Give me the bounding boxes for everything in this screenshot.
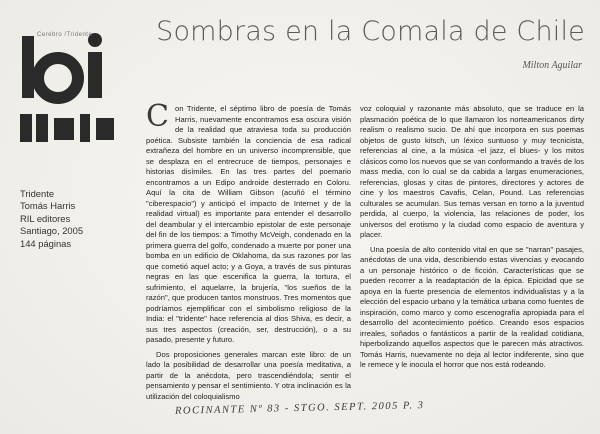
book-author: Tomás Harris (20, 200, 76, 212)
article-title: Sombras en la Comala de Chile (156, 16, 585, 47)
book-title: Tridente (20, 188, 55, 199)
magazine-logo (20, 30, 130, 150)
article-paragraph: voz coloquial y razonante más absoluto, que se traduce en la plasmación poética de lo que llamaron los norteamericanos dirty realism o realismo sucio. De ahí que incorpora en sus poemas objetos de gusto kitsch, un léxico suntuoso y muy tecnicista, referencias al cine, a la música -el jazz, el blues- y los mitos clásicos como los nuevos que se van conformando a través de los mass media, con lo cual se da cabida a largas enumeraciones, referencias, glosas y citas de pintores, directores y actores de cine y los maestros Cavafis, Celan, Pound. Las referencias culturales se acumulan. Sus temas versan en torno a la juventud perdida, al cuerpo, la violencia, las relaciones de poder, los universos del erotismo y la ciudad como espacio de aventura y placer. (360, 104, 584, 239)
handwritten-note: ROCINANTE Nº 83 - STGO. SEPT. 2005 P. 3 (174, 400, 425, 417)
book-publisher: RIL editores (20, 212, 71, 224)
article-paragraph (146, 99, 351, 346)
article-column-1 (146, 99, 351, 402)
drop-cap: C (146, 99, 169, 134)
article-paragraph: Una poesía de alto contenido vital en que se "narran" pasajes, anécdotas de una vida, describiendo estas vivencias y evocando a un personaje histórico o de ficción. Características que se pueden recorrer a la readaptación de la épica. Epicidad que se apoya en la fuerte presencia de elementos individualistas y a la elección del espacio urbano y la temática urbana como fuentes de inspiración, como marco y como escenografía apropiada para el desarrollo del acontecimiento poético. Creando esos espacios irreales, soñados o fantásticos a partir de la realidad cotidiana, hiperbolizando aquellos aspectos que le parecen más atractivos. Tomás Harris, nuevamente no deja al lector indiferente, sino que le remece y le inocula el horror que nos está rodeando. (360, 244, 584, 369)
section-tag: Cerebro /Tridente (37, 32, 93, 38)
book-info (20, 188, 120, 250)
author-name: Milton Aguilar (522, 60, 582, 71)
book-pages: 144 páginas (20, 237, 72, 249)
paragraph-text: on Tridente, el séptimo libro de poesía de Tomás Harris, nuevamente encontramos esa oscura visión de la realidad que atraviesa toda su producción poética. Subsiste también la conciencia de esa radical extrañeza del hombre en un universo incomprensible, que se desplaza en el entrecruce de tiempos, personajes e historias disímiles. En las tres partes del poemario encontramos a un Edipo androide desterrado en Coloru. Aquí la cita de William Gibson (acuñó el término "ciberespacio") y anticipó el impacto de Internet y de la realidad virtual) es importante para entender el desarrollo del deambular y el intercambio epistolar de este personaje del fin de los tiempos: a Timothy McVeigh, condenado en la primera guerra del golfo, condenado a muerte por poner una bomba en un edificio de Oklahoma, da sus razones por las que cometió aquel acto; y a Goya, a través de sus pinturas negras en las que escenifica la guerra, la tortura, el sufrimiento, el aquelarre, la brujería, "los sueños de la razón", que producen tantos monstruos. Tres momentos que podríamos ejemplificar con el simbolismo religioso de la India: el "tridente" hace referencia al dios Shiva, es decir, a sus tres aspectos (creación, ser, destrucción), o a su pasado, presente y futuro. (146, 104, 351, 344)
article-column-2 (360, 104, 584, 371)
article-paragraph: Dos proposiciones generales marcan este libro: de un lado la posibilidad de desarrollar una poesía meditativa, a partir de la anécdota, pero trascendiéndola; sentir el pensamiento y pensar el sentimiento. Y otra inclinación es la utilización del coloquialismo (146, 349, 351, 401)
book-place-year: Santiago, 2005 (20, 225, 84, 237)
